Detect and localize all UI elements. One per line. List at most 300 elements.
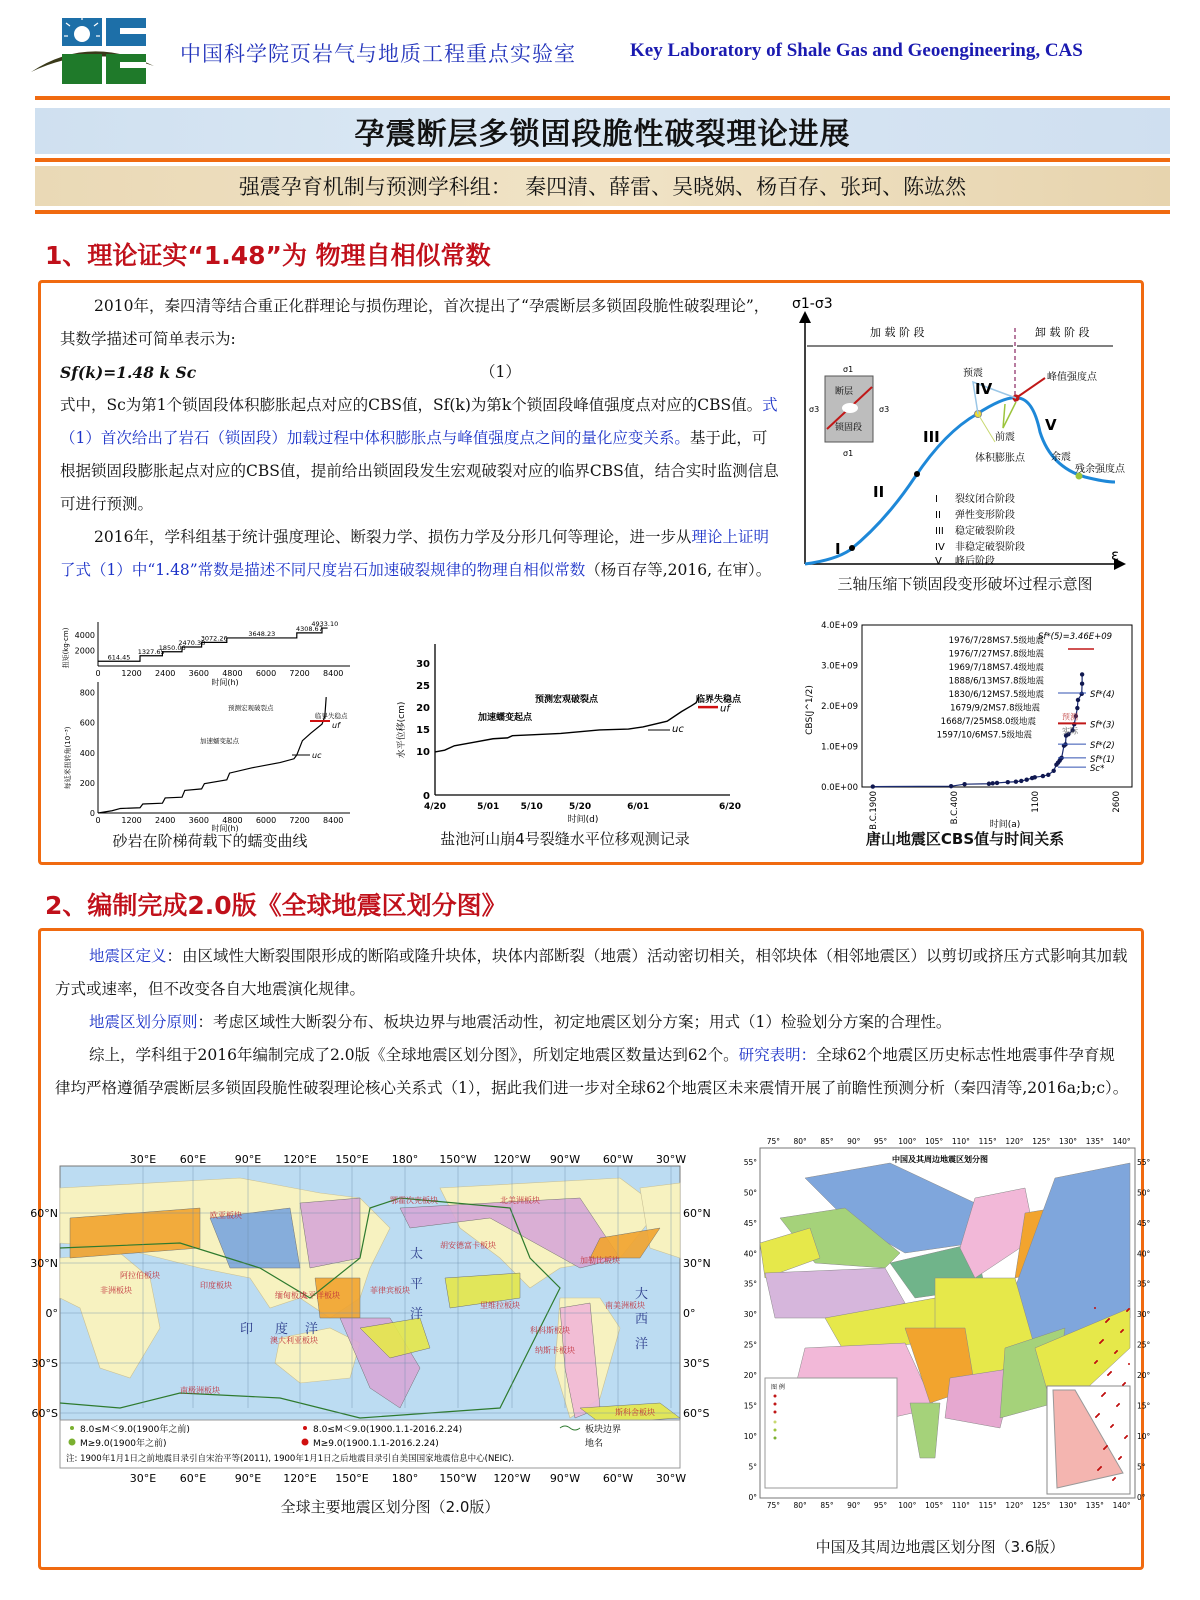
annot-uc: uc [672,724,684,736]
lon-tick-top: 180° [391,1153,419,1166]
annot-uc: uc [312,751,322,761]
lat-tick-left: 50° [743,1188,757,1198]
legend-stage: 稳定破裂阶段 [955,526,1015,537]
lat-tick-right: 30°S [683,1357,710,1370]
cbs-point [962,782,966,786]
lat-tick-right: 20° [1137,1371,1151,1381]
earthquake-dot [1094,1362,1096,1364]
legend-num: I [935,494,938,505]
lat-tick-left: 55° [743,1158,757,1167]
stress-strain-diagram [792,292,1130,572]
top-x-tick: 3600 [188,669,209,678]
displacement-curve [435,697,699,751]
earthquake-dot [1101,1395,1103,1397]
cbs-point [990,781,994,785]
p1-text: 2010年，秦四清等结合重正化群理论与损伤理论，首次提出了“孕震断层多锁固段脆性破裂理论”，其数学描述可简单表示为: [60,297,770,348]
x-label: 时间(d) [567,815,599,825]
creep-curve [98,697,326,813]
bottom-x-tick: 0 [95,816,101,825]
x-tick: 6/01 [627,802,650,812]
cbs-point [1025,778,1029,782]
lat-tick-right: 55° [1137,1158,1151,1167]
legend-item: 板块边界 [585,1425,622,1435]
plate-label: 胡安德富卡板块 [440,1241,496,1250]
divider [35,158,1170,162]
lon-tick-bottom: 75° [766,1501,781,1510]
principle-text: ：考虑区域性大断裂分布、板块边界与地震活动性，初定地震区划分方案；用式（1）检验划分方案的合理性。 [197,1013,952,1031]
ocean-label: 平 [410,1277,424,1292]
torque-step-line [98,628,328,661]
stage-roman: II [873,483,885,501]
china-map-title: 中国及其周边地震区划分图 [892,1155,988,1164]
earthquake-dot [1116,1405,1118,1407]
formula-text: Sf(k)=1.48 k Sc [60,363,197,382]
lat-tick-right: 10° [1137,1431,1151,1441]
legend-item: M≥9.0(1900.1.1-2016.2.24) [313,1439,439,1449]
lon-tick-bottom: 120°W [493,1472,531,1485]
legend-num: II [935,510,941,521]
cbs-point [1019,779,1023,783]
lon-tick-bottom: 120° [1005,1501,1024,1510]
bottom-y-tick: 200 [79,778,95,788]
lat-tick-right: 45° [1137,1218,1151,1228]
lon-tick-bottom: 90° [847,1501,861,1510]
residual-label: 残余强度点 [1075,464,1125,475]
cbs-chart [800,615,1135,830]
unloading-label: 卸 载 阶 段 [1035,326,1090,339]
creep-chart-caption: 砂岩在阶梯荷载下的蠕变曲线 [112,832,308,850]
plate-label: 缅甸板块 [275,1291,307,1300]
lon-tick-bottom: 90°W [549,1472,581,1485]
lat-tick-right: 0° [1137,1492,1146,1502]
step-value-label: 2470.38 [178,638,206,647]
y-tick: 1.0E+09 [821,742,858,753]
cbs-point [1041,774,1045,778]
legend-dot [70,1426,74,1430]
p2-black: 式中，Sc为第1个锁固段体积膨胀起点对应的CBS值，Sf(k)为第k个锁固段峰值强度点对应的CBS值。 [60,396,763,414]
plate-label: 科科斯板块 [530,1326,570,1335]
legend-dot [774,1429,777,1432]
lat-tick-right: 25° [1137,1340,1151,1350]
lon-tick-top: 60°W [602,1153,634,1166]
step-value-label: 4933.10 [311,620,339,629]
plate-label: 加勒比板块 [580,1256,620,1265]
top-x-tick: 0 [95,669,101,678]
y-tick: 10 [416,747,430,759]
legend-num: III [935,526,944,537]
section2-heading: 2、编制完成2.0版《全球地震区划分图》 [45,891,507,920]
legend-stage: 弹性变形阶段 [955,510,1015,521]
annot-critical: 临界失稳点 [315,712,348,720]
stage-roman: I [835,540,841,558]
stage-point [849,545,855,551]
lon-tick-top: 130° [1058,1137,1078,1146]
lon-tick-bottom: 90°E [234,1472,262,1485]
annot-uf: uf [720,703,730,715]
lon-tick-top: 120°E [283,1153,317,1166]
event-label: 1668/7/25MS8.0级地震 [940,717,1036,727]
cbs-point [1080,692,1084,696]
top-x-tick: 6000 [255,669,277,678]
map-legend [765,1378,897,1488]
cbs-point [995,781,999,785]
earthquake-dot [1128,1363,1130,1365]
legend-dot [774,1411,777,1414]
annot-predict: 预测宏观破裂点 [228,704,274,712]
lon-tick-top: 60°E [179,1153,207,1166]
top-x-label: 时间(h) [211,678,239,687]
y-label: CBS(J^1/2) [805,685,815,735]
lon-tick-bottom: 60°W [602,1472,634,1485]
lon-tick-top: 105° [925,1137,944,1146]
lon-tick-bottom: 95° [873,1501,888,1510]
ocean-label: 洋 [410,1307,424,1322]
y-tick: 30 [416,659,430,671]
bottom-x-tick: 8400 [323,816,344,825]
y-tick: 20 [416,703,430,715]
lat-tick-right: 60°S [683,1407,710,1420]
bottom-x-tick: 4800 [222,816,243,825]
sigma1-top: σ1 [843,365,854,374]
lon-tick-bottom: 125° [1032,1501,1051,1510]
step-value-label: 614.45 [107,653,131,662]
earthquake-dot [1118,1458,1120,1460]
marker-label: Sf*(4) [1090,690,1115,701]
earthquake-dot [1110,1426,1112,1428]
ocean-label: 大 [635,1287,649,1302]
formula-number: （1） [480,363,521,381]
lon-tick-top: 90°E [234,1153,262,1166]
x-tick: 2600 [1111,791,1122,813]
bottom-y-tick: 600 [79,718,95,728]
lab-name-en: Key Laboratory of Shale Gas and Geoengineering, CAS [630,40,1083,61]
lon-tick-top: 95° [873,1137,888,1146]
legend-dot [69,1439,76,1446]
cbs-point [1080,672,1084,676]
sigma3-right: σ3 [879,405,890,414]
lon-tick-bottom: 135° [1085,1501,1104,1510]
x-tick: 4/20 [423,802,447,812]
ocean-label: 度 [275,1322,289,1337]
y-tick: 25 [416,681,430,693]
ocean-label: 太 [410,1247,424,1262]
bottom-x-tick: 7200 [289,816,310,825]
lat-tick-right: 0° [683,1307,696,1320]
earthquake-dot [1105,1321,1107,1323]
principle-label: 地震区划分原则 [89,1013,198,1031]
step-value-label: 4308.67 [295,624,323,633]
event-label: 1976/7/28MS7.5级地震 [948,636,1044,646]
global-map-caption: 全球主要地震区划分图（2.0版） [280,1498,500,1516]
section1-heading: 1、理论证实“1.48”为 物理自相似常数 [45,241,491,270]
lon-tick-top: 110° [951,1137,970,1146]
earthquake-dot [1097,1469,1099,1471]
displacement-chart-caption: 盐池河山崩4号裂缝水平位移观测记录 [440,830,690,848]
plate-label: 南美洲板块 [605,1301,645,1310]
y-tick: 3.0E+09 [821,661,858,672]
y-tick: 0 [423,791,430,802]
x-tick: B.C.1900 [868,791,879,830]
top-y-tick: 2000 [74,646,95,656]
divider [35,210,1170,214]
cbs-point [1033,775,1037,779]
y-tick: 2.0E+09 [821,702,858,712]
annot-accel: 加速蠕变起点 [200,737,239,745]
step-value-label: 1850.06 [158,643,186,652]
definition-text: ：由区域性大断裂围限形成的断陷或隆升块体，块体内部断裂（地震）活动密切相关，相邻块体（相邻地震区）以剪切或挤压方式影响其加载方式或速率，但不改变各自大地震演化规律。 [55,947,1128,998]
x-tick: 5/01 [477,802,500,812]
x-label: 时间(a) [989,820,1021,830]
legend-title: 图 例 [771,1384,785,1391]
lat-tick-left: 5° [748,1462,757,1472]
y-axis-label: σ1-σ3 [792,296,833,312]
step-value-label: 3072.26 [200,634,228,643]
lon-tick-top: 115° [978,1137,997,1146]
lon-tick-bottom: 30°E [129,1472,157,1485]
locked-label: 锁固段 [835,423,863,433]
lat-tick-left: 10° [743,1431,757,1441]
plate-label: 纳斯卡板块 [535,1346,575,1355]
marker-label: Sf*(5)=3.46E+09 [1038,632,1113,642]
plate-label: 印度板块 [200,1281,232,1290]
lon-tick-top: 100° [898,1137,917,1146]
diagram-caption: 三轴压缩下锁固段变形破坏过程示意图 [837,575,1093,593]
lab-logo [28,14,158,86]
cbs-point [1075,706,1079,710]
legend-stage: 裂纹闭合阶段 [955,494,1015,505]
stage-point [914,471,920,477]
top-x-tick: 8400 [323,669,344,678]
lat-tick-left: 0° [45,1307,58,1320]
p2-blue: 式（1）首次给出了岩石（锁固段）加载过程中体积膨胀点与峰值强度点之间的量化应变关系。 [60,396,778,447]
principle-paragraph [55,1006,1130,1039]
plate-label: 非洲板块 [100,1286,132,1295]
x-tick: 5/20 [569,802,592,812]
earthquake-dot [1103,1448,1105,1450]
china-map-caption: 中国及其周边地震区划分图（3.6版） [815,1538,1065,1556]
lat-tick-left: 0° [748,1492,757,1502]
lat-tick-left: 30° [743,1310,757,1320]
cbs-point [1006,780,1010,784]
cbs-point [1076,698,1080,702]
plate-label: 澳大利亚板块 [270,1336,318,1345]
x-tick: B.C.400 [949,791,960,825]
bottom-y-tick: 0 [89,809,95,818]
cbs-point [949,784,953,788]
stage-roman: III [923,428,940,446]
cbs-chart-caption: 唐山地震区CBS值与时间关系 [865,830,1065,848]
bottom-x-tick: 1200 [121,816,142,825]
earthquake-dot [1107,1374,1109,1376]
bottom-y-tick: 800 [79,688,95,698]
predict-label: 预测 [1062,712,1078,722]
lon-tick-top: 120°W [493,1153,531,1166]
lon-tick-top: 140° [1112,1137,1131,1146]
lon-tick-top: 125° [1032,1137,1051,1146]
earthquake-dot [1099,1342,1101,1344]
title-band [35,108,1170,154]
plate-label: 南极洲板块 [180,1386,220,1395]
legend-item: 8.0≤M＜9.0(1900年之前) [80,1425,190,1435]
marker-label: Sf*(1) [1090,754,1115,765]
poster-title: 孕震断层多锁固段脆性破裂理论进展 [354,117,851,152]
bottom-x-tick: 6000 [255,816,277,825]
lat-tick-left: 60°N [30,1207,58,1220]
ocean-label: 印 [240,1322,254,1337]
plate-label: 里维拉板块 [480,1301,520,1310]
divider [35,96,1170,100]
event-label: 1976/7/27MS7.8级地震 [948,649,1044,660]
annot-accel: 加速蠕变起点 [478,713,533,723]
p3-black: 2016年，学科组基于统计强度理论、断裂力学、损伤力学及分形几何等理论，进一步从 [94,528,692,546]
china-seismic-zone-map [735,1128,1151,1528]
y-label: 水平位移(cm) [397,701,407,759]
lat-tick-right: 50° [1137,1188,1151,1198]
annot-predict: 预测宏观破裂点 [535,695,599,705]
legend-stage: 非稳定破裂阶段 [955,542,1025,553]
fault-label: 断层 [835,387,854,397]
marker-label: Sf*(2) [1090,741,1115,752]
lon-tick-bottom: 180° [391,1472,419,1485]
lon-tick-top: 150°W [439,1153,477,1166]
stage-roman: IV [975,380,993,398]
definition-paragraph [55,940,1130,1006]
y-tick: 0.0E+00 [821,783,858,793]
lat-tick-left: 15° [743,1401,757,1411]
step-value-label: 3648.23 [248,629,276,638]
earthquake-dot [1094,1307,1096,1309]
legend-note: 注: 1900年1月1日之前地震目录引自宋治平等(2011), 1900年1月1日之后地震目录引自美国国家地震信息中心(NEIC). [66,1454,515,1464]
legend-item: 地名 [585,1439,604,1449]
x-tick: 6/20 [718,802,742,812]
lat-tick-left: 60°S [31,1407,58,1420]
lon-tick-top: 30°E [129,1153,157,1166]
lon-tick-bottom: 130° [1058,1501,1078,1510]
marker-label: Sf*(3) [1090,720,1115,731]
loading-label: 加 载 阶 段 [870,326,925,339]
lat-tick-left: 30°N [30,1257,58,1270]
x-tick: 5/10 [520,802,543,812]
lon-tick-bottom: 110° [951,1501,970,1510]
legend-num: IV [935,542,945,553]
step-value-label: 1327.65 [137,647,165,656]
definition-label: 地震区定义 [89,947,167,965]
bottom-x-tick: 3600 [188,816,209,825]
cbs-point [1014,780,1018,784]
legend-dot [774,1437,777,1440]
foreshock-pre-label: 预震 [963,368,983,379]
sigma1-bottom: σ1 [843,449,854,458]
event-label: 1597/10/6MS7.5级地震 [936,730,1032,741]
section1-paragraph-2 [60,389,780,521]
aftershock-label: 余震 [1051,452,1071,463]
summary-text: 综上，学科组于2016年编制完成了2.0版《全球地震区划分图》，所划定地震区数量达到62个。 [89,1046,739,1064]
displacement-chart [390,640,742,825]
lat-tick-right: 5° [1137,1462,1146,1472]
bottom-y-tick: 400 [79,748,95,758]
plate-label: 菲律宾板块 [370,1286,410,1295]
top-y-tick: 4000 [74,631,95,641]
cbs-point [1052,769,1056,773]
ocean-label: 洋 [635,1337,649,1352]
marker-label: Sc* [1090,764,1105,775]
formula [60,356,780,390]
lon-tick-top: 30°W [655,1153,687,1166]
lat-tick-right: 30°N [683,1257,711,1270]
x-axis-label: ε [1111,546,1120,564]
x-tick: 1100 [1030,791,1041,813]
legend-item: M≥9.0(1900年之前) [80,1439,167,1449]
peak-label: 峰值强度点 [1047,372,1097,383]
legend-dot [774,1403,777,1406]
event-label: 1888/6/13MS7.8级地震 [948,676,1044,687]
top-x-tick: 4800 [222,669,243,678]
earthquake-dot [1120,1331,1122,1333]
lon-tick-top: 90° [847,1137,861,1146]
y-tick: 15 [416,725,430,737]
lat-tick-right: 15° [1137,1401,1151,1411]
annot-critical: 临界失稳点 [696,695,742,705]
lon-tick-top: 85° [820,1137,834,1146]
research-text: 全球62个地震区历史标志性地震事件孕育规律均严格遵循孕震断层多锁固段脆性破裂理论核心关系式（1），据此我们进一步对全球62个地震区未来震情开展了前瞻性预测分析（秦四清等,2016a;b;c）。 [55,1046,1129,1097]
summary-paragraph [55,1039,1130,1105]
lon-tick-bottom: 115° [978,1501,997,1510]
bottom-y-label: 每延米扭转角(10⁻³) [64,726,72,790]
top-x-tick: 2400 [155,669,176,678]
event-label: 1830/6/12MS7.5级地震 [948,690,1044,700]
sigma3-left: σ3 [809,405,820,414]
legend-dot [303,1426,307,1430]
earthquake-dot [1112,1479,1114,1481]
annot-uf: uf [332,721,340,730]
ocean-label: 洋 [305,1322,319,1337]
lat-tick-right: 35° [1137,1279,1151,1289]
legend-item: 8.0≤M＜9.0(1900.1.1-2016.2.24) [313,1425,463,1435]
legend-num: V [935,556,942,567]
lat-tick-right: 40° [1137,1249,1151,1259]
legend-dot [774,1421,777,1424]
lon-tick-bottom: 30°W [655,1472,687,1485]
earthquake-dot [1095,1416,1097,1418]
lon-tick-bottom: 105° [925,1501,944,1510]
lab-name-cn: 中国科学院页岩气与地质工程重点实验室 [180,42,576,66]
y-tick: 4.0E+09 [821,621,858,631]
top-x-tick: 1200 [121,669,142,678]
lon-tick-bottom: 85° [820,1501,834,1510]
legend-dot [302,1439,309,1446]
foreshock-label: 前震 [995,432,1015,443]
lon-tick-top: 90°W [549,1153,581,1166]
lon-tick-top: 75° [766,1137,781,1146]
lat-tick-left: 30°S [31,1357,58,1370]
plate-label: 太平洋板块 [300,1291,340,1300]
earthquake-dot [1122,1384,1124,1386]
earthquake-dot [1124,1437,1126,1439]
lat-tick-left: 20° [743,1371,757,1381]
cbs-point [1080,682,1084,686]
global-seismic-zone-map [30,1148,720,1488]
plate-label: 阿拉伯板块 [120,1271,160,1280]
seismic-zone [300,1198,360,1268]
lat-tick-left: 40° [743,1249,757,1259]
lat-tick-left: 45° [743,1218,757,1228]
legend-stage: 峰后阶段 [955,556,995,567]
earthquake-dot [1126,1310,1128,1312]
research-label: 研究表明： [738,1046,817,1064]
lon-tick-top: 150°E [335,1153,369,1166]
dilation-label: 体积膨胀点 [975,453,1025,464]
plate-label: 欧亚板块 [210,1211,242,1220]
